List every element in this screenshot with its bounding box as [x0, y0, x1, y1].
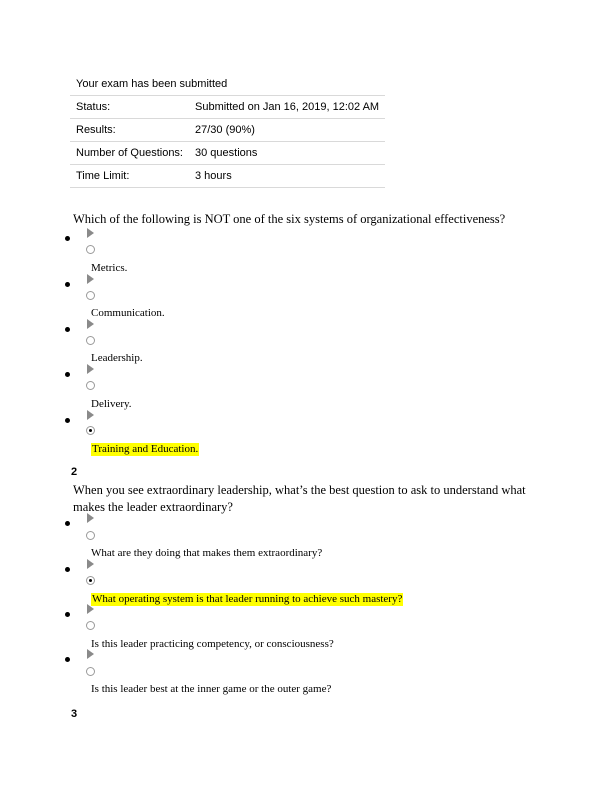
option-radio-selected[interactable]: [86, 426, 95, 435]
bullet: [65, 236, 70, 241]
option-radio[interactable]: [86, 336, 95, 345]
expand-triangle-icon[interactable]: [87, 559, 94, 569]
expand-triangle-icon[interactable]: [87, 513, 94, 523]
option-label: Communication.: [91, 307, 165, 319]
expand-triangle-icon[interactable]: [87, 364, 94, 374]
bullet: [65, 521, 70, 526]
summary-label: Time Limit:: [70, 165, 189, 188]
bullet: [65, 282, 70, 287]
option-label: Metrics.: [91, 262, 128, 274]
summary-label: Status:: [70, 96, 189, 119]
option-label: What are they doing that makes them extraordinary?: [91, 547, 323, 559]
question-2-number: 2: [71, 466, 78, 478]
expand-triangle-icon[interactable]: [87, 319, 94, 329]
summary-value: 30 questions: [189, 142, 385, 165]
bullet: [65, 418, 70, 423]
summary-label: Number of Questions:: [70, 142, 189, 165]
expand-triangle-icon[interactable]: [87, 274, 94, 284]
option-label: Leadership.: [91, 352, 143, 364]
bullet: [65, 372, 70, 377]
summary-label: Results:: [70, 119, 189, 142]
option-label-selected: Training and Education.: [92, 443, 199, 455]
option-radio[interactable]: [86, 667, 95, 676]
bullet: [65, 657, 70, 662]
bullet: [65, 567, 70, 572]
option-label: Is this leader practicing competency, or consciousness?: [91, 638, 334, 650]
summary-heading-row: [70, 73, 385, 96]
expand-triangle-icon[interactable]: [87, 604, 94, 614]
option-radio[interactable]: [86, 531, 95, 540]
bullet: [65, 612, 70, 617]
question-1-text: Which of the following is NOT one of the six systems of organizational effectiveness?: [73, 212, 506, 226]
option-radio[interactable]: [86, 381, 95, 390]
question-2-text: When you see extraordinary leadership, what’s the best question to ask to understand what makes the leader extraordinary?: [73, 483, 526, 514]
expand-triangle-icon[interactable]: [87, 410, 94, 420]
expand-triangle-icon[interactable]: [87, 228, 94, 238]
bullet: [65, 327, 70, 332]
option-label: Is this leader best at the inner game or the outer game?: [91, 683, 332, 695]
summary-row-results: [70, 119, 385, 142]
summary-row-question-count: [70, 142, 385, 165]
option-radio-selected[interactable]: [86, 576, 95, 585]
summary-value: 3 hours: [189, 165, 385, 188]
question-3-number: 3: [71, 708, 78, 720]
option-radio[interactable]: [86, 245, 95, 254]
option-radio[interactable]: [86, 291, 95, 300]
summary-row-time-limit: [70, 165, 385, 188]
option-label: Delivery.: [91, 398, 132, 410]
expand-triangle-icon[interactable]: [87, 649, 94, 659]
option-radio[interactable]: [86, 621, 95, 630]
summary-row-status: [70, 96, 385, 119]
exam-summary-table: [70, 73, 385, 188]
option-label-selected: What operating system is that leader running to achieve such mastery?: [92, 593, 403, 605]
summary-value: Submitted on Jan 16, 2019, 12:02 AM: [189, 96, 385, 119]
summary-heading: Your exam has been submitted: [76, 78, 228, 90]
summary-value: 27/30 (90%): [189, 119, 385, 142]
